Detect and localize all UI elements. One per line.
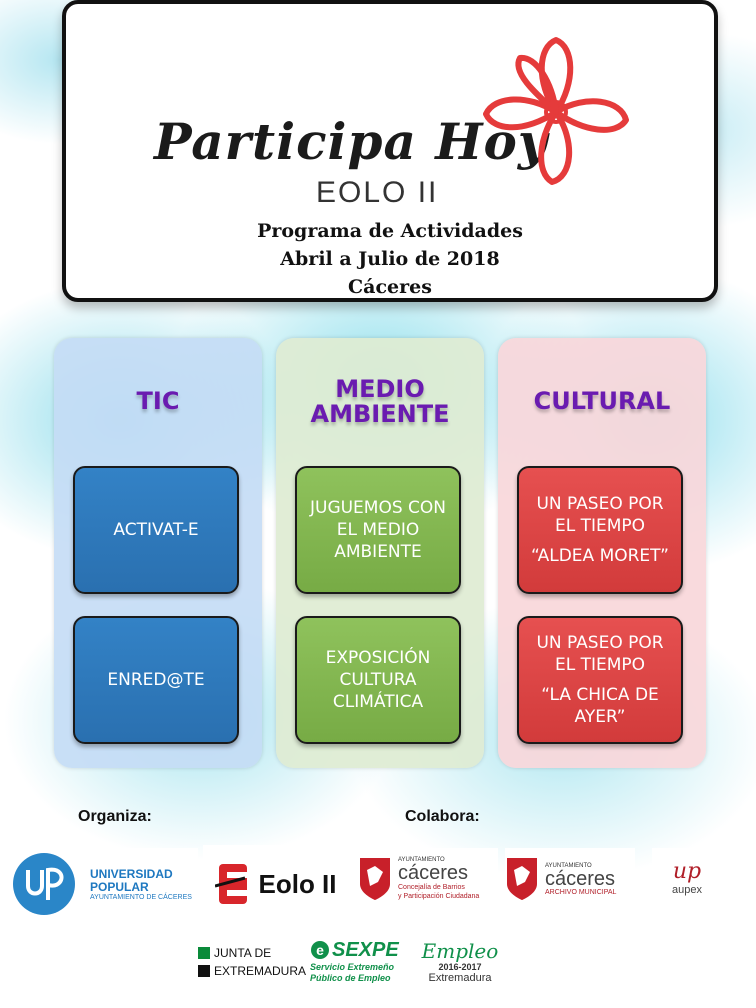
aupex-logo <box>652 848 722 908</box>
aupex-mark-icon: up <box>672 859 702 884</box>
flower-logo-icon <box>476 32 636 192</box>
up-name-line1: UNIVERSIDAD <box>90 866 173 881</box>
empleo-years: 2016-2017 <box>438 962 482 972</box>
column-tic <box>54 338 262 768</box>
junta-line1: JUNTA DE <box>214 946 272 960</box>
brand-title: Participa Hoy <box>154 112 548 171</box>
eolo-logo <box>203 845 348 923</box>
universidad-popular-logo <box>8 848 198 920</box>
empleo-region: Extremadura <box>428 972 492 984</box>
column-cultural <box>498 338 706 768</box>
up-name-line3: AYUNTAMIENTO DE CÁCERES <box>90 893 192 901</box>
sexpe-e-icon <box>310 940 330 960</box>
junta-extremadura-logo <box>198 938 308 986</box>
colabora-label: Colabora: <box>405 808 480 825</box>
junta-green-square-icon <box>198 947 210 959</box>
brand-subtitle: EOLO II <box>316 176 439 209</box>
up-circle-icon <box>12 852 76 916</box>
activity-card-subtitle: “LA CHICA DE AYER” <box>541 685 659 727</box>
caceres1-line2: y Participación Ciudadana <box>398 893 480 900</box>
sexpe-big: SEXPE <box>332 938 399 961</box>
activity-card-enredate[interactable] <box>73 616 239 744</box>
activity-card-juguemos[interactable] <box>295 466 461 594</box>
sexpe-line2: Público de Empleo <box>310 972 391 983</box>
eolo-logo-text: Eolo II <box>258 868 337 899</box>
caceres2-small: AYUNTAMIENTO <box>545 862 592 869</box>
caceres1-big: cáceres <box>398 862 469 884</box>
activity-card-label: ENRED@TE <box>107 670 205 690</box>
activity-card-exposicion[interactable] <box>295 616 461 744</box>
activity-card-label: JUGUEMOS CON EL MEDIO AMBIENTE <box>309 498 447 562</box>
program-dates: Abril a Julio de 2018 <box>280 248 500 270</box>
activity-card-aldea-moret[interactable] <box>517 466 683 594</box>
sexpe-logo <box>310 934 412 988</box>
activity-card-label: ACTIVAT-E <box>113 520 199 540</box>
empleo-logo <box>416 934 504 990</box>
activity-card-label: EXPOSICIÓN CULTURA CLIMÁTICA <box>325 648 431 712</box>
sexpe-line1: Servicio Extremeño <box>310 961 395 972</box>
column-title-tic: TIC <box>136 387 180 415</box>
svg-text:e: e <box>316 942 324 958</box>
junta-line2: EXTREMADURA <box>214 964 307 978</box>
activity-card-subtitle: “ALDEA MORET” <box>530 546 669 566</box>
caceres1-small: AYUNTAMIENTO <box>398 857 445 863</box>
caceres1-line1: Concejalía de Barrios <box>398 884 465 891</box>
column-title-ambiente: AMBIENTE <box>310 400 450 428</box>
column-title-cultural: CULTURAL <box>533 387 671 415</box>
up-name-line2: POPULAR <box>90 879 149 894</box>
junta-black-square-icon <box>198 965 210 977</box>
aupex-text: aupex <box>672 884 702 896</box>
activity-card-label: UN PASEO POR EL TIEMPO <box>536 633 664 675</box>
activity-card-label: UN PASEO POR EL TIEMPO <box>536 494 664 536</box>
program-city: Cáceres <box>348 276 432 298</box>
activity-card-chica-de-ayer[interactable] <box>517 616 683 744</box>
program-title: Programa de Actividades <box>257 220 523 242</box>
caceres2-big: cáceres <box>545 867 616 890</box>
caceres-archivo-logo <box>505 848 635 910</box>
column-medio-ambiente <box>276 338 484 768</box>
caceres-shield-icon <box>358 856 392 902</box>
caceres-shield-icon <box>505 856 539 902</box>
caceres-barrios-logo <box>358 848 498 910</box>
header-panel <box>62 0 718 302</box>
activity-card-activat-e[interactable] <box>73 466 239 594</box>
column-title-medio: MEDIO <box>335 375 425 403</box>
caceres2-line: ARCHIVO MUNICIPAL <box>545 888 617 896</box>
organiza-label: Organiza: <box>78 808 152 825</box>
eolo-e-icon <box>215 862 251 906</box>
empleo-big: Empleo <box>421 939 499 963</box>
